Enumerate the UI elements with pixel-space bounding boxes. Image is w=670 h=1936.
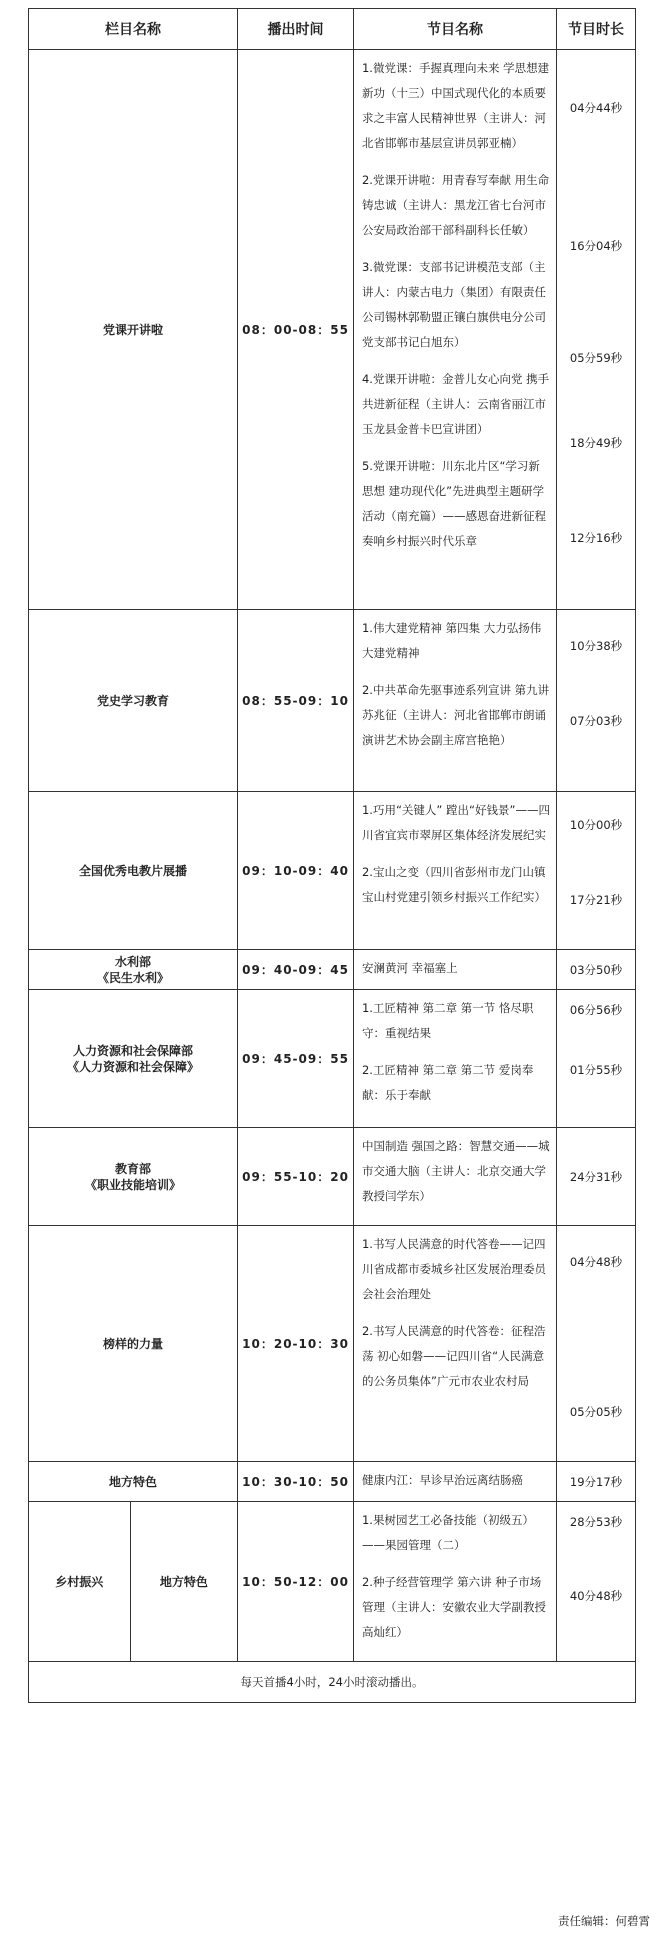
duration-value: 05分05秒 — [569, 1405, 623, 1419]
air-time-cell: 08：55-09：10 — [238, 610, 354, 792]
program-cell — [353, 1128, 556, 1226]
duration-value: 28分53秒 — [569, 1515, 623, 1529]
duration-value: 10分00秒 — [569, 818, 623, 832]
footer-note: 每天首播4小时，24小时滚动播出。 — [29, 1662, 636, 1703]
air-time-cell: 09：45-09：55 — [238, 990, 354, 1128]
duration-value: 07分03秒 — [569, 714, 623, 728]
program-item: 1.巧用“关键人” 蹚出“好钱景”——四川省宜宾市翠屏区集体经济发展纪实 — [361, 803, 550, 842]
air-time-cell: 09：10-09：40 — [238, 792, 354, 950]
editor-credit: 责任编辑：何碧霄 — [558, 1914, 650, 1928]
duration-value: 06分56秒 — [569, 1003, 623, 1017]
column-name-cell: 水利部 《民生水利》 — [29, 950, 238, 990]
header-row — [29, 9, 636, 50]
footer-row — [29, 1662, 636, 1703]
program-item: 2.中共革命先驱事迹系列宣讲 第九讲 苏兆征（主讲人：河北省邯郸市朗诵演讲艺术协会副主席宫艳艳） — [361, 683, 550, 747]
program-cell — [353, 990, 556, 1128]
program-item: 2.种子经营管理学 第六讲 种子市场管理（主讲人：安徽农业大学副教授高灿红） — [361, 1575, 546, 1639]
duration-cell — [557, 1226, 636, 1462]
program-cell — [353, 1502, 556, 1662]
column-name-cell: 全国优秀电教片展播 — [29, 792, 238, 950]
duration-cell — [557, 610, 636, 792]
table-row — [29, 1128, 636, 1226]
program-cell — [353, 50, 556, 610]
duration-value: 04分48秒 — [569, 1255, 623, 1269]
column-name-cell: 党史学习教育 — [29, 610, 238, 792]
table-row — [29, 1462, 636, 1502]
duration-value: 10分38秒 — [569, 639, 623, 653]
program-cell — [353, 792, 556, 950]
duration-cell — [557, 990, 636, 1128]
air-time-cell: 10：20-10：30 — [238, 1226, 354, 1462]
table-row — [29, 990, 636, 1128]
duration-value: 40分48秒 — [569, 1589, 623, 1603]
column-name-cell: 乡村振兴 — [29, 1502, 131, 1662]
duration-cell — [557, 50, 636, 610]
table-row — [29, 950, 636, 990]
table-row — [29, 1226, 636, 1462]
program-item: 1.伟大建党精神 第四集 大力弘扬伟大建党精神 — [361, 621, 542, 660]
program-item: 4.党课开讲啦：金普儿女心向党 携手共进新征程（主讲人：云南省丽江市玉龙县金普卡巴宣讲团） — [361, 372, 550, 436]
program-item: 5.党课开讲啦：川东北片区“学习新思想 建功现代化”先进典型主题研学活动（南充篇）——感恩奋进新征程 奏响乡村振兴时代乐章 — [361, 459, 546, 548]
program-item: 2.书写人民满意的时代答卷：征程浩荡 初心如磐——记四川省“人民满意的公务员集体”广元市农业农村局 — [361, 1324, 546, 1388]
header-program-name: 节目名称 — [353, 9, 556, 50]
subcolumn-name-cell: 地方特色 — [130, 1502, 238, 1662]
program-item: 1.书写人民满意的时代答卷——记四川省成都市委城乡社区发展治理委员会社会治理处 — [361, 1237, 546, 1301]
duration-cell: 19分17秒 — [557, 1462, 636, 1502]
program-item: 安澜黄河 幸福塞上 — [361, 961, 458, 975]
column-name-cell: 人力资源和社会保障部 《人力资源和社会保障》 — [29, 990, 238, 1128]
column-name-cell: 榜样的力量 — [29, 1226, 238, 1462]
duration-cell — [557, 1502, 636, 1662]
duration-value: 16分04秒 — [569, 239, 623, 253]
program-item: 1.微党课：手握真理向未来 学思想建新功（十三）中国式现代化的本质要求之丰富人民精神世界（主讲人：河北省邯郸市基层宣讲员郭亚楠） — [361, 61, 550, 150]
table-row — [29, 610, 636, 792]
air-time-cell: 10：50-12：00 — [238, 1502, 354, 1662]
column-name-cell: 教育部 《职业技能培训》 — [29, 1128, 238, 1226]
duration-cell: 24分31秒 — [557, 1128, 636, 1226]
program-item: 3.微党课：支部书记讲模范支部（主讲人：内蒙古电力（集团）有限责任公司锡林郭勒盟正镶白旗供电分公司党支部书记白旭东） — [361, 260, 546, 349]
duration-cell: 03分50秒 — [557, 950, 636, 990]
program-item: 1.果树园艺工必备技能（初级五）——果园管理（二） — [361, 1513, 534, 1552]
program-item: 2.党课开讲啦：用青春写奉献 用生命铸忠诚（主讲人：黑龙江省七台河市公安局政治部干部科副科长任敏） — [361, 173, 550, 237]
air-time-cell: 09：40-09：45 — [238, 950, 354, 990]
header-air-time: 播出时间 — [238, 9, 354, 50]
duration-value: 12分16秒 — [569, 531, 623, 545]
air-time-cell: 10：30-10：50 — [238, 1462, 354, 1502]
program-item: 2.宝山之变（四川省彭州市龙门山镇宝山村党建引领乡村振兴工作纪实） — [361, 865, 546, 904]
duration-value: 05分59秒 — [569, 351, 623, 365]
column-name-cell: 地方特色 — [29, 1462, 238, 1502]
schedule-table — [28, 8, 636, 1703]
table-row — [29, 1502, 636, 1662]
duration-value: 01分55秒 — [569, 1063, 623, 1077]
header-column-name: 栏目名称 — [29, 9, 238, 50]
duration-value: 04分44秒 — [569, 101, 623, 115]
air-time-cell: 09：55-10：20 — [238, 1128, 354, 1226]
header-duration: 节目时长 — [557, 9, 636, 50]
program-item: 健康内江：早诊早治远离结肠癌 — [361, 1473, 523, 1487]
duration-value: 18分49秒 — [569, 436, 623, 450]
program-cell — [353, 610, 556, 792]
table-row — [29, 50, 636, 610]
program-cell — [353, 1462, 556, 1502]
column-name-cell: 党课开讲啦 — [29, 50, 238, 610]
duration-value: 17分21秒 — [569, 893, 623, 907]
program-cell — [353, 950, 556, 990]
program-item: 中国制造 强国之路：智慧交通——城市交通大脑（主讲人：北京交通大学教授闫学东） — [361, 1139, 550, 1203]
program-item: 2.工匠精神 第二章 第二节 爱岗奉献：乐于奉献 — [361, 1063, 534, 1102]
program-cell — [353, 1226, 556, 1462]
duration-cell — [557, 792, 636, 950]
table-row — [29, 792, 636, 950]
air-time-cell: 08：00-08：55 — [238, 50, 354, 610]
program-item: 1.工匠精神 第二章 第一节 恪尽职守：重视结果 — [361, 1001, 534, 1040]
